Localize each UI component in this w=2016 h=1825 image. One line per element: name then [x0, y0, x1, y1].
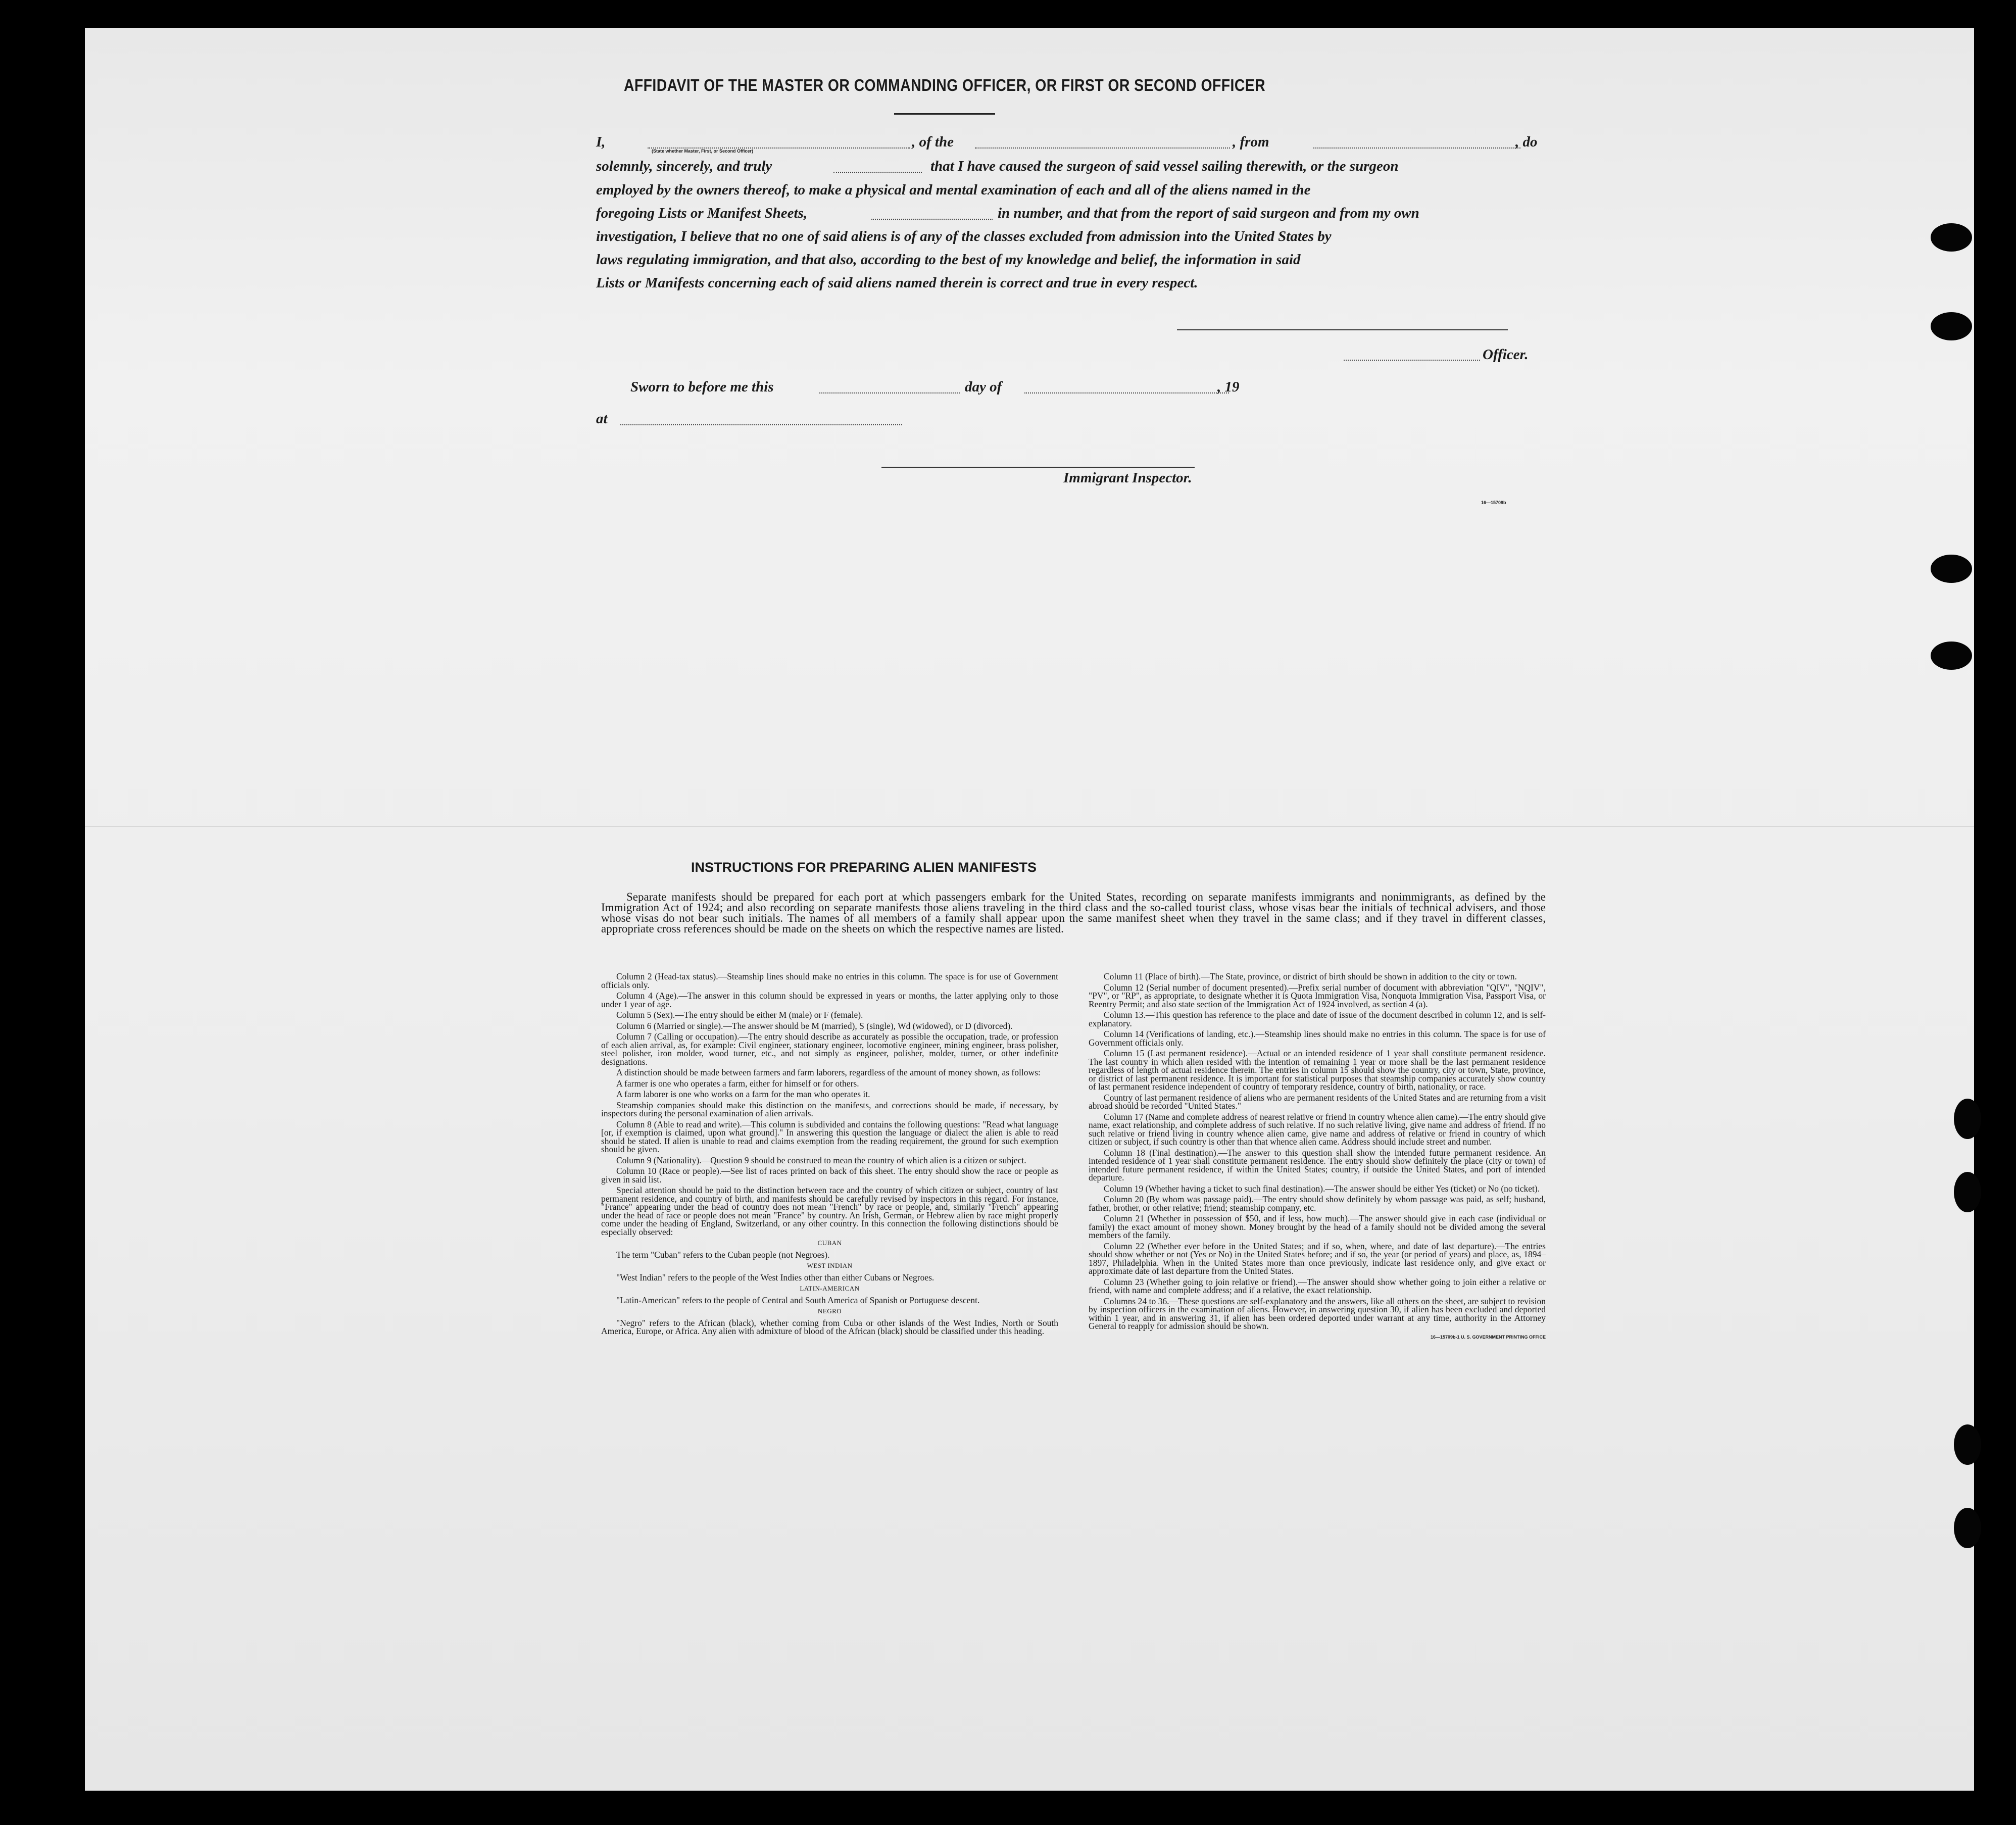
instruction-paragraph: Column 4 (Age).—The answer in this column should be expressed in years or months, the latter applying only to those under 1 year of age. — [601, 991, 1058, 1009]
punch-hole — [1954, 1424, 1981, 1465]
punch-hole — [1931, 312, 1972, 340]
instruction-paragraph: A farmer is one who operates a farm, either for himself or for others. — [616, 1078, 859, 1089]
vessel-name-blank — [975, 147, 1230, 149]
affidavit-line-2a: solemnly, sincerely, and truly — [596, 158, 772, 174]
instructions-right-column — [1089, 972, 1546, 1344]
punch-hole — [1954, 1508, 1981, 1548]
instruction-paragraph: A farm laborer is one who works on a farm for the man who operates it. — [616, 1089, 870, 1099]
affidavit-from: , from — [1233, 134, 1269, 150]
instruction-paragraph: Column 17 (Name and complete address of nearest relative or friend in country whence alien came).—The entry should give name, exact relationship, and complete address of such relative. If no such relative living, give name and address of friend. If no such relative or friend living in country whence alien came, give name and address of relative or friend in country of which citizen or subject, if such country is other than that whence alien came. Address should include street and number. — [1089, 1111, 1546, 1147]
instruction-paragraph: Steamship companies should make this distinction on the manifests, and corrections should be made, if necessary, by inspectors during the personal examination of alien arrivals. — [601, 1100, 1058, 1118]
officer-signature-line — [1177, 329, 1508, 330]
fold-crease — [85, 826, 1974, 827]
sheet-count-blank — [871, 219, 993, 220]
affidavit-line-4b: in number, and that from the report of said surgeon and from my own — [998, 205, 1419, 221]
heading-west-indian: WEST INDIAN — [807, 1262, 853, 1269]
instruction-paragraph: "Latin-American" refers to the people of Central and South America of Spanish or Portuguese descent. — [616, 1295, 980, 1305]
instruction-paragraph: Columns 24 to 36.—These questions are self-explanatory and the answers, like all others on the sheet, are subject to revision by inspection officers in the examination of aliens. However, in answering question 30, if alien has been excluded and deported within 1 year, and in answering 31, if alien has been ordered deported under warrant at any time, authority in the Attorney General to reapply for admission should be shown. — [1089, 1296, 1546, 1331]
instruction-paragraph: "Negro" refers to the African (black), whether coming from Cuba or other islands of the West Indies, North or South America, Europe, or Africa. Any alien with admixture of blood of the African (black) should be classified under this heading. — [601, 1317, 1058, 1336]
officer-rank-note: (State whether Master, First, or Second Officer) — [652, 149, 754, 154]
heading-negro: NEGRO — [817, 1307, 842, 1315]
instruction-paragraph: Column 12 (Serial number of document presented).—Prefix serial number of document with abbreviation "QIV", "NQIV", "PV", or "RP", as appropriate, to designate whether it is Quota Immigration Visa, Nonquota Immigration Visa, Passport Visa, or Reentry Permit; and also state section of the Immigration Act of 1924 involved, as section 4 (a). — [1089, 982, 1546, 1009]
sworn-day-of: day of — [965, 379, 1002, 395]
instruction-paragraph: Column 21 (Whether in possession of $50, and if less, how much).—The answer should give in each case (individual or family) the exact amount of money shown. Money brought by the head of a family should not be divided among the several members of the family. — [1089, 1213, 1546, 1240]
officer-label: Officer. — [1483, 347, 1529, 363]
inspector-signature-line — [881, 467, 1195, 468]
sworn-day-blank — [819, 392, 960, 393]
instruction-paragraph: Column 2 (Head-tax status).—Steamship lines should make no entries in this column. The space is for use of Government officials only. — [601, 971, 1058, 990]
at-place-blank — [620, 424, 902, 425]
affidavit-line-6: laws regulating immigration, and that also, according to the best of my knowledge and belief, the information in said — [596, 252, 1301, 268]
heading-latin-american: LATIN-AMERICAN — [800, 1285, 860, 1292]
sworn-year: , 19 — [1217, 379, 1240, 395]
instruction-paragraph: Column 15 (Last permanent residence).—Actual or an intended residence of 1 year shall constitute permanent residence. The last country in which alien resided with the intention of remaining 1 year or more shall be the last permanent residence regardless of length of actual residence therein. The entries in column 15 should show the country, city or town, State, province, or district of last permanent residence. It is important for statistical purposes that steamship companies accurately show country of last permanent residence independent of country of temporary residence, country of birth, nationality, or race. — [1089, 1048, 1546, 1092]
instruction-paragraph: A distinction should be made between farmers and farm laborers, regardless of the amount of money shown, as follows: — [616, 1067, 1041, 1077]
punch-hole — [1931, 223, 1972, 252]
port-blank — [1313, 147, 1520, 149]
instruction-paragraph: Column 20 (By whom was passage paid).—The entry should show definitely by whom passage was paid, as self; husband, father, brother, or other relative; friend; steamship company, etc. — [1089, 1194, 1546, 1213]
instruction-paragraph: Column 13.—This question has reference to the place and date of issue of the document described in column 12, and is self-explanatory. — [1089, 1010, 1546, 1028]
instruction-paragraph: Special attention should be paid to the distinction between race and the country of which citizen or subject, country of last permanent residence, and country of birth, and manifests should be carefully revised by inspectors in this regard. For instance, "France" appearing under the head of country does not mean "French" by race or people, and, similarly "French" appearing under the head of race or people does not mean "France" by country. An Irish, German, or Hebrew alien by race might properly come under the heading of England, Switzerland, or any other country. In this connection the following distinctions should be especially observed: — [601, 1185, 1058, 1237]
punch-hole — [1931, 642, 1972, 670]
sworn-text: Sworn to before me this — [630, 379, 774, 395]
affidavit-line-3: employed by the owners thereof, to make a physical and mental examination of each and all of the aliens named in the — [596, 182, 1311, 198]
affidavit-of-the: , of the — [912, 134, 954, 150]
instruction-paragraph: "West Indian" refers to the people of the West Indies other than either Cubans or Negroes. — [616, 1272, 935, 1283]
instruction-paragraph: Column 9 (Nationality).—Question 9 should be construed to mean the country of which alien is a citizen or subject. — [616, 1155, 1026, 1165]
inspector-label: Immigrant Inspector. — [1063, 470, 1192, 486]
affidavit-i: I, — [596, 134, 606, 150]
instruction-paragraph: Column 7 (Calling or occupation).—The entry should describe as accurately as possible the occupation, trade, or profession of each alien arrival, as, for example: Civil engineer, stationary engineer, locomotive engineer, mining engineer, brass polisher, steel polisher, iron molder, wood turner, etc., and not simply as engineer, polisher, molder, turner, or other indefinite designations. — [601, 1031, 1058, 1067]
instruction-paragraph: Column 22 (Whether ever before in the United States; and if so, when, where, and date of last departure).—The entries should show whether or not (Yes or No) in the United States before; and if so, the year (or period of years) and place, as, 1894–1897, Philadelphia. When in the United States more than once previously, indicate last residence only, and give exact or approximate date of last departure from the United States. — [1089, 1241, 1546, 1276]
affidavit-line-4a: foregoing Lists or Manifest Sheets, — [596, 205, 808, 221]
affidavit-line-7: Lists or Manifests concerning each of said aliens named therein is correct and true in every respect. — [596, 275, 1198, 291]
form-number: 16—15709b — [1481, 500, 1506, 505]
instruction-paragraph: The term "Cuban" refers to the Cuban people (not Negroes). — [616, 1249, 830, 1260]
punch-hole — [1954, 1099, 1981, 1139]
printing-office-footer: 16—15709b-1 U. S. GOVERNMENT PRINTING OFFICE — [1430, 1334, 1546, 1340]
instruction-paragraph: Column 11 (Place of birth).—The State, province, or district of birth should be shown in addition to the city or town. — [1104, 971, 1517, 981]
instruction-paragraph: Column 23 (Whether going to join relative or friend).—The answer should show whether going to join either a relative or friend, with name and complete address; and if a relative, the exact relationship. — [1089, 1276, 1546, 1295]
instruction-paragraph: Column 8 (Able to read and write).—This column is subdivided and contains the following questions: "Read what language [or, if exemption is claimed, upon what ground]." In answering this question the language or dialect the alien is able to read should be stated. If alien is unable to read and claims exemption from the reading requirement, the ground for such exemption should be given. — [601, 1119, 1058, 1154]
instruction-paragraph: Column 18 (Final destination).—The answer to this question shall show the intended future permanent residence. An intended residence of 1 year shall constitute permanent residence. The entry should show definitely the place (city or town) of intended future permanent residence, if within the United States; country, if outside the United States, and port of intended departure. — [1089, 1147, 1546, 1182]
punch-hole — [1931, 555, 1972, 583]
instruction-paragraph: Column 10 (Race or people).—See list of races printed on back of this sheet. The entry should show the race or people as given in said list. — [601, 1166, 1058, 1185]
title-rule — [894, 113, 995, 115]
instruction-paragraph: Column 14 (Verifications of landing, etc.).—Steamship lines should make no entries in this column. The space is for use of Government officials only. — [1089, 1029, 1546, 1048]
instructions-left-column — [601, 972, 1058, 1338]
instruction-paragraph: Country of last permanent residence of aliens who are permanent residents of the United States and are returning from a visit abroad should be recorded "United States." — [1089, 1092, 1546, 1111]
affidavit-line-2b: that I have caused the surgeon of said vessel sailing therewith, or the surgeon — [930, 158, 1399, 174]
sworn-month-blank — [1024, 392, 1229, 393]
heading-cuban: CUBAN — [817, 1239, 842, 1247]
instructions-title: INSTRUCTIONS FOR PREPARING ALIEN MANIFESTS — [691, 860, 1037, 875]
at-label: at — [596, 411, 608, 427]
instruction-paragraph: Column 19 (Whether having a ticket to such final destination).—The answer should be either Yes (ticket) or No (no ticket). — [1104, 1183, 1540, 1194]
instruction-paragraph: Column 6 (Married or single).—The answer should be M (married), S (single), Wd (widowed), or D (divorced). — [616, 1020, 1013, 1031]
instruction-paragraph: Column 5 (Sex).—The entry should be either M (male) or F (female). — [616, 1010, 863, 1020]
punch-hole — [1954, 1172, 1981, 1212]
affidavit-title: AFFIDAVIT OF THE MASTER OR COMMANDING OFFICER, OR FIRST OR SECOND OFFICER — [623, 76, 1266, 94]
affidavit-do: , do — [1515, 134, 1538, 150]
instructions-intro: Separate manifests should be prepared for each port at which passengers embark for the United States, recording on separate manifests immigrants and nonimmigrants, as defined by the Immigration Act of 1924; and also recording on separate manifests those aliens traveling in the third class and the so-called tourist class, whose visas bear the initials of technical advisers, and those whose visas do not bear such initials. The names of all members of a family shall appear upon the same manifest sheet when they travel in the same class; and if they travel in different classes, appropriate cross references should be made on the sheets on which the respective names are listed. — [601, 891, 1546, 935]
officer-title-blank — [1344, 360, 1480, 361]
oath-blank — [833, 172, 922, 173]
affidavit-line-5: investigation, I believe that no one of said aliens is of any of the classes excluded from admission into the United States by — [596, 228, 1332, 244]
